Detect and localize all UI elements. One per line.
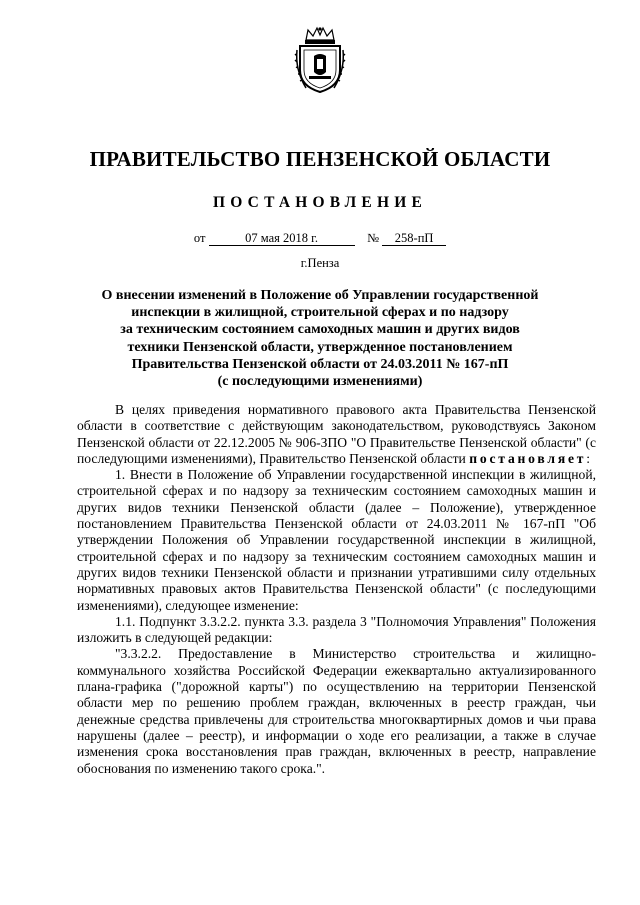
government-title: ПРАВИТЕЛЬСТВО ПЕНЗЕНСКОЙ ОБЛАСТИ bbox=[89, 147, 551, 171]
document-number: 258-пП bbox=[382, 231, 446, 246]
subject-line: О внесении изменений в Положение об Управлении государственной bbox=[101, 288, 539, 303]
subject-line: за техническим состоянием самоходных машин и других видов bbox=[120, 322, 520, 338]
city: г.Пенза bbox=[300, 256, 340, 270]
document-meta bbox=[0, 231, 640, 246]
item-1-paragraph: 1. Внести в Положение об Управлении государственной инспекции в жилищной, строительной сферах и по надзору за техническим состоянием самоходных машин и других видов техники Пензенской области (далее – Положение), утвержденное постановлением Правительства Пензенской области от 24.03.2011 № 167-пП "Об утверждении Положения об Управлении государственной инспекции в жилищной, строительной сферах и по надзору за техническим состоянием самоходных машин и других видов техники Пензенской области и признании утратившими силу отдельных нормативных правовых актов Правительства Пензенской области" (с последующими изменениями), следующее изменение: bbox=[77, 467, 596, 613]
document-body bbox=[77, 402, 596, 777]
penza-region-coat-of-arms-icon bbox=[294, 26, 346, 94]
resolves-word: постановляет bbox=[469, 450, 587, 466]
document-subject bbox=[92, 287, 548, 390]
subject-line: Правительства Пензенской области от 24.03.2011 № 167-пП bbox=[131, 356, 509, 372]
item-1-1-paragraph: 1.1. Подпункт 3.3.2.2. пункта 3.3. раздела 3 "Полномочия Управления" Положения изложить в следующей редакции: bbox=[77, 613, 596, 646]
document-date: 07 мая 2018 г. bbox=[209, 231, 355, 246]
subject-line: (с последующими изменениями) bbox=[217, 374, 423, 390]
number-prefix: № bbox=[367, 231, 379, 245]
preamble-text: В целях приведения нормативного правового акта Правительства Пензенской области в соответствие с действующим законодательством, руководствуясь Законом Пензенской области от 22.12.2005 № 906-ЗПО "О Правительстве Пензенской области" (с последующими изменениями), Правительство Пензенской области bbox=[77, 402, 596, 466]
preamble-paragraph bbox=[77, 402, 596, 467]
subject-line: инспекции в жилищной, строительной сферах и по надзору bbox=[131, 305, 509, 321]
preamble-end: : bbox=[586, 450, 591, 466]
subject-line: техники Пензенской области, утвержденное постановлением bbox=[127, 339, 513, 355]
quoted-provision-paragraph: "3.3.2.2. Предоставление в Министерство строительства и жилищно-коммунального хозяйства Российской Федерации ежеквартально актуализированного плана-графика ("дорожной карты") по осуществлению на территории Пензенской области мер по решению проблем граждан, включенных в реестр граждан, чьи денежные средства привлечены для строительства многоквартирных домов и чьи права нарушены (далее – реестр), и информации о ходе его реализации, а также в случае изменения срока восстановления прав граждан, включенных в реестр, направление обоснования по изменению такого срока.". bbox=[77, 646, 596, 776]
document-type: ПОСТАНОВЛЕНИЕ bbox=[212, 194, 428, 211]
date-prefix: от bbox=[193, 231, 206, 245]
